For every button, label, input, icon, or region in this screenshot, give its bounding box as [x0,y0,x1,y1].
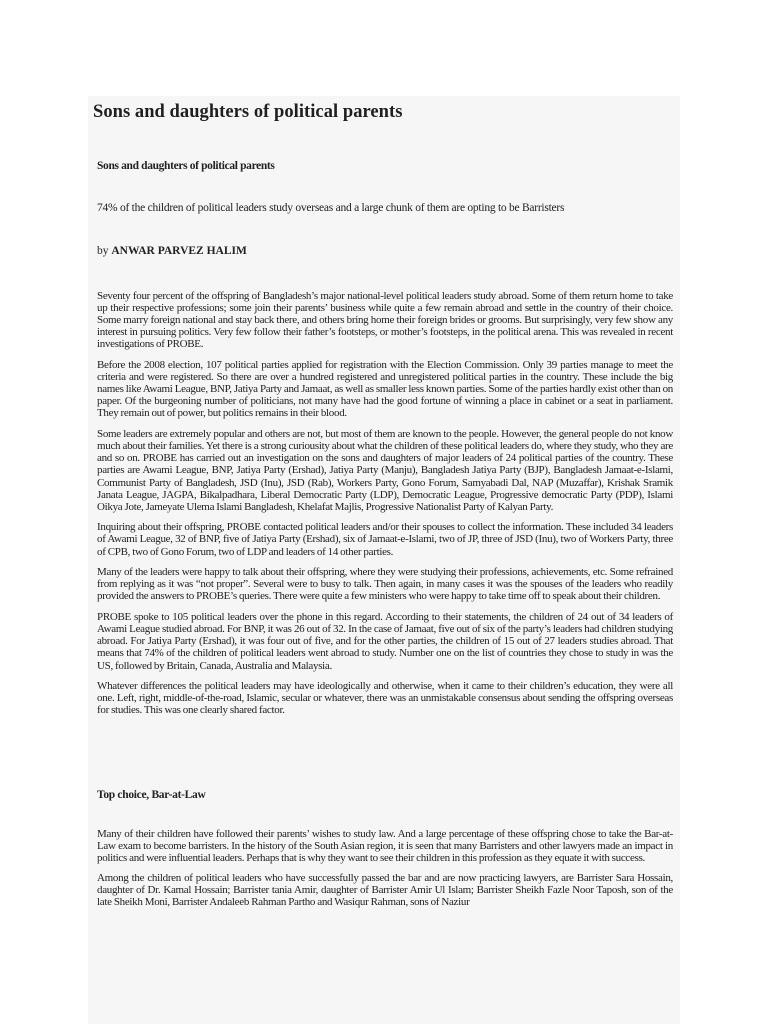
body-paragraph: Many of their children have followed their parents’ wishes to study law. And a large percentage of these offspring chose to take the Bar-at-Law exam to become barristers. In the history of the South Asian region, it is seen that many Barristers and other lawyers made an impact in politics and were influential leaders. Perhaps that is why they want to see their children in this profession as they equate it with success. [97,828,673,865]
body-paragraph: PROBE spoke to 105 political leaders over the phone in this regard. According to their statements, the children of 24 out of 34 leaders of Awami League studied abroad. For BNP, it was 26 out of 32. In the case of Jamaat, five out of six of the party’s leaders had children studying abroad. For Jatiya Party (Ershad), it was four out of five, and for the other parties, the children of 15 out of 27 leaders studies abroad. That means that 74% of the children of political leaders went abroad to study. Number one on the list of countries they chose to study in was the US, followed by Britain, Canada, Australia and Malaysia. [97,611,673,672]
article-subtitle: Sons and daughters of political parents [97,160,275,172]
body-paragraph: Some leaders are extremely popular and others are not, but most of them are known to the people. However, the general people do not know much about their families. Yet there is a strong curiousity about what the children of these political leaders do, where they study, who they are and so on. PROBE has carried out an investigation on the sons and daughters of major leaders of 24 political parties of the country. These parties are Awami League, BNP, Jatiya Party (Ershad), Jatiya Party (Manju), Bangladesh Jatiya Party (BJP), Bangladesh Jamaat-e-Islami, Communist Party of Bangladesh, JSD (Inu), JSD (Rab), Workers Party, Gono Forum, Samyabadi Dal, NAP (Muzaffar), Krishak Sramik Janata League, JAGPA, Bikalpadhara, Liberal Democratic Party (LDP), Democratic League, Progressive democratic Party (PDP), Islami Oikya Jote, Jameyate Ulema Islami Bangladesh, Khelafat Majlis, Progressive Nationalist Party of Kalyan Party. [97,428,673,513]
body-paragraph: Inquiring about their offspring, PROBE contacted political leaders and/or their spouses to collect the information. These included 34 leaders of Awami League, 32 of BNP, five of Jatiya Party (Ershad), six of Jamaat-e-Islami, two of JP, three of JSD (Inu), two of Workers Party, three of CPB, two of Gono Forum, two of LDP and leaders of 14 other parties. [97,521,673,558]
body-paragraph: Many of the leaders were happy to talk about their offspring, where they were studying their professions, achievements, etc. Some refrained from replying as it was “not proper”. Several were to busy to talk. Then again, in many cases it was the spouses of the leaders who readily provided the answers to PROBE’s queries. There were quite a few ministers who were happy to take time off to speak about their children. [97,566,673,603]
body-paragraph: Among the children of political leaders who have successfully passed the bar and are now practicing lawyers, are Barrister Sara Hossain, daughter of Dr. Kamal Hossain; Barrister tania Amir, daughter of Barrister Amir Ul Islam; Barrister Sheikh Fazle Noor Taposh, son of the late Sheikh Moni, Barrister Andaleeb Rahman Partho and Wasiqur Rahman, sons of Naziur [97,872,673,909]
body-paragraph: Before the 2008 election, 107 political parties applied for registration with the Election Commission. Only 39 parties manage to meet the criteria and were registered. So there are over a hundred registered and unregistered political parties in the country. These include the big names like Awami League, BNP, Jatiya Party and Jamaat, as well as smaller less known parties. Some of the parties hardly exist other than on paper. Of the burgeoning number of politicians, not many have had the good fortune of winning a place in cabinet or a seat in parliament. They remain out of power, but politics remains in their blood. [97,359,673,420]
byline [97,245,247,257]
article-body [97,290,673,716]
body-paragraph: Seventy four percent of the offspring of Bangladesh’s major national-level political leaders study abroad. Some of them return home to take up their respective professions; some join their parents’ business while quite a few remain abroad and settle in the country of their choice. Some marry foreign national and stay back there, and others bring home their foreign brides or grooms. But surprisingly, very few show any interest in pursuing politics. Very few follow their father’s footsteps, or mother’s footsteps, in the political arena. This was revealed in recent investigations of PROBE. [97,290,673,351]
article-title: Sons and daughters of political parents [93,102,403,122]
section-heading: Top choice, Bar-at-Law [97,789,206,801]
body-paragraph: Whatever differences the political leaders may have ideologically and otherwise, when it came to their children’s education, they were all one. Left, right, middle-of-the-road, Islamic, secular or whatever, there was an unmistakable consensus about sending the offspring overseas for studies. This was one clearly shared factor. [97,680,673,717]
article-lead: 74% of the children of political leaders study overseas and a large chunk of them are opting to be Barristers [97,202,565,214]
author-name: ANWAR PARVEZ HALIM [111,245,247,257]
section-body [97,828,673,909]
document-page [88,96,680,1024]
byline-prefix: by [97,245,112,257]
